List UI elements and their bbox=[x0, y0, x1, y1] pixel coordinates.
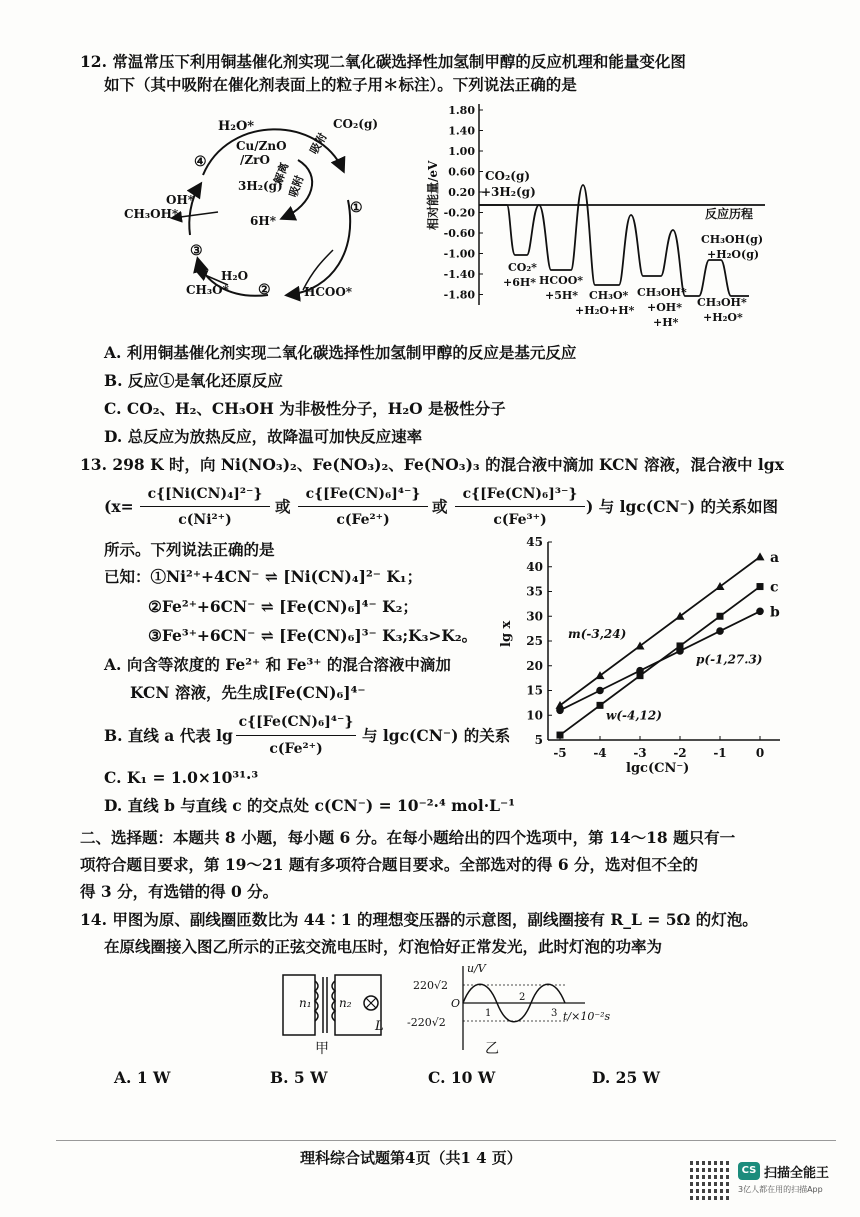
series-point-c bbox=[757, 583, 764, 590]
q12-option-d: D. 总反应为放热反应，故降温可加快反应速率 bbox=[104, 427, 423, 446]
chart-ylabel: lg x bbox=[499, 620, 514, 647]
page-footer: 理科综合试题第4页（共1 4 页） bbox=[300, 1149, 522, 1167]
cycle-catalyst1: Cu/ZnO bbox=[236, 139, 287, 153]
time-tick-2: 2 bbox=[519, 992, 526, 1003]
q13-option-a-line1: A. 向含等浓度的 Fe²⁺ 和 Fe³⁺ 的混合溶液中滴加 bbox=[104, 655, 451, 674]
chart-ytick-label: 30 bbox=[526, 609, 543, 624]
series-point-c bbox=[717, 613, 724, 620]
transformer-n1: n₁ bbox=[299, 996, 312, 1010]
q14-stem-line2: 在原线圈接入图乙所示的正弦交流电压时，灯泡恰好正常发光，此时灯泡的功率为 bbox=[104, 937, 663, 956]
voltage-min: -220√2 bbox=[407, 1016, 446, 1029]
energy-ytick: -1.00 bbox=[443, 247, 475, 261]
chart-xtick-label: -5 bbox=[553, 746, 567, 760]
chart-xtick-label: 0 bbox=[755, 746, 765, 760]
q14-option-a: A. 1 W bbox=[114, 1068, 171, 1087]
energy-s5a: CH₃OH(g) bbox=[701, 233, 764, 246]
cycle-co2: CO₂(g) bbox=[333, 117, 379, 131]
voltage-axis: u/V bbox=[467, 962, 486, 975]
reaction-cycle-diagram bbox=[118, 100, 418, 310]
cycle-step-3: ③ bbox=[190, 243, 203, 259]
series-point-b bbox=[756, 608, 764, 616]
q13-f3-num: c{[Fe(CN)₆]³⁻} bbox=[462, 486, 578, 502]
energy-s1a: CO₂* bbox=[508, 261, 537, 274]
cycle-adsorb2: 吸附 bbox=[286, 173, 307, 200]
energy-ytick: -1.40 bbox=[443, 268, 475, 281]
energy-ytick: 0.20 bbox=[448, 186, 475, 199]
q13-option-b-post: 与 lgc(CN⁻) 的关系 bbox=[362, 726, 511, 745]
q13-f1-num: c{[Ni(CN)₄]²⁻} bbox=[147, 486, 263, 502]
energy-ytick: 1.00 bbox=[448, 145, 475, 158]
chart-ytick-label: 20 bbox=[526, 658, 543, 673]
cycle-step-4: ④ bbox=[194, 154, 207, 170]
q13-f1-bar bbox=[140, 506, 270, 507]
cycle-dissoc: 解离 bbox=[271, 160, 292, 187]
cycle-oh: OH* bbox=[166, 193, 195, 207]
voltage-graph bbox=[405, 958, 625, 1063]
q13-f3-den: c(Fe³⁺) bbox=[493, 512, 547, 528]
q12-option-b: B. 反应①是氧化还原反应 bbox=[104, 371, 283, 390]
chart-xtick-label: -2 bbox=[673, 746, 687, 760]
energy-s6a: CH₃OH* bbox=[697, 296, 747, 309]
chart-annotation: m(-3,24) bbox=[568, 626, 627, 641]
energy-ylabel: 相对能量/eV bbox=[426, 160, 440, 230]
series-name-a: a bbox=[770, 549, 780, 566]
cycle-step-1: ① bbox=[350, 200, 363, 216]
q13-stem-line2: 所示。下列说法正确的是 bbox=[104, 540, 275, 559]
chart-ytick-label: 25 bbox=[526, 634, 543, 648]
lamp-label: L bbox=[375, 1019, 384, 1034]
q13-stem-line1: 13. 298 K 时，向 Ni(NO₃)₂、Fe(NO₃)₂、Fe(NO₃)₃ 的混合液中滴加 KCN 溶液，混合液中 lgx bbox=[80, 455, 784, 474]
time-tick-1: 1 bbox=[485, 1008, 492, 1019]
energy-ytick: 0.60 bbox=[448, 165, 475, 179]
chart-annotation: w(-4,12) bbox=[606, 708, 662, 723]
q14-option-c: C. 10 W bbox=[428, 1068, 496, 1087]
cycle-catalyst2: /ZrO bbox=[240, 153, 270, 167]
q13-option-b-pre: B. 直线 a 代表 lg bbox=[104, 726, 233, 745]
q13-f2-num: c{[Fe(CN)₆]⁴⁻} bbox=[305, 486, 421, 502]
energy-s6b: +H₂O* bbox=[703, 311, 743, 324]
q13-xdef-open: (x= bbox=[104, 497, 134, 516]
energy-s2a: HCOO* bbox=[539, 274, 584, 287]
q13-or1: 或 bbox=[275, 497, 291, 516]
q13-or2: 或 bbox=[432, 497, 448, 516]
q13-known-1: 已知：①Ni²⁺+4CN⁻ ⇌ [Ni(CN)₄]²⁻ K₁； bbox=[104, 567, 423, 586]
time-tick-3: 3 bbox=[551, 1008, 558, 1019]
q13-f2-den: c(Fe²⁺) bbox=[336, 512, 390, 528]
chart-annotation: p(-1,27.3) bbox=[696, 652, 763, 667]
series-point-c bbox=[637, 672, 644, 679]
energy-ytick: -0.20 bbox=[443, 206, 475, 220]
energy-s4b: +OH* bbox=[647, 301, 682, 314]
chart-ytick-label: 45 bbox=[526, 535, 543, 549]
energy-ytick: 1.40 bbox=[448, 124, 475, 138]
scanner-brand: 扫描全能王 bbox=[764, 1166, 830, 1181]
energy-s4c: +H* bbox=[653, 316, 679, 329]
series-point-b bbox=[556, 707, 564, 715]
chart-xtick-label: -3 bbox=[633, 746, 647, 760]
cycle-adsorb1: 吸附 bbox=[307, 130, 330, 157]
camscanner-logo: CS bbox=[738, 1162, 760, 1180]
energy-ytick: 1.80 bbox=[448, 104, 475, 117]
q14-option-b: B. 5 W bbox=[270, 1068, 328, 1087]
chart-ytick-label: 5 bbox=[534, 733, 543, 747]
chart-xtick-label: -1 bbox=[713, 746, 727, 760]
scanner-tagline: 3亿人都在用的扫描App bbox=[738, 1185, 823, 1194]
energy-s1b: +6H* bbox=[503, 276, 537, 289]
energy-ytick: -1.80 bbox=[443, 288, 475, 302]
q13-option-b-den: c(Fe²⁺) bbox=[269, 741, 323, 757]
q13-f2-bar bbox=[298, 506, 428, 507]
q13-option-b-num: c{[Fe(CN)₆]⁴⁻} bbox=[238, 714, 354, 730]
energy-s3a: CH₃O* bbox=[589, 289, 629, 302]
q14-stem-line1: 14. 甲图为原、副线圈匝数比为 44∶1 的理想变压器的示意图，副线圈接有 R_L = 5Ω 的灯泡。 bbox=[80, 910, 758, 929]
series-point-c bbox=[677, 642, 684, 649]
cycle-step-2: ② bbox=[258, 282, 271, 298]
series-point-b bbox=[596, 687, 604, 695]
chart-xlabel: lgc(CN⁻) bbox=[626, 761, 690, 776]
q13-f3-bar bbox=[455, 506, 585, 507]
q12-stem-line2: 如下（其中吸附在催化剂表面上的粒子用＊标注）。下列说法正确的是 bbox=[104, 75, 577, 94]
chart-ytick-label: 35 bbox=[526, 584, 543, 599]
q13-option-b-bar bbox=[236, 735, 356, 736]
transformer-diagram bbox=[275, 965, 390, 1060]
energy-s3b: +H₂O+H* bbox=[575, 304, 635, 317]
voltage-max: 220√2 bbox=[413, 979, 449, 992]
section2-line3: 得 3 分，有选错的得 0 分。 bbox=[80, 882, 279, 901]
q12-option-c: C. CO₂、H₂、CH₃OH 为非极性分子，H₂O 是极性分子 bbox=[104, 399, 506, 418]
q12-stem-line1: 12. 常温常压下利用铜基催化剂实现二氧化碳选择性加氢制甲醇的反应机理和能量变化图 bbox=[80, 52, 686, 71]
cycle-ch3oh: CH₃OH* bbox=[124, 207, 179, 221]
q13-xdef-close: ) 与 lgc(CN⁻) 的关系如图 bbox=[586, 497, 779, 516]
cycle-h2o: H₂O* bbox=[218, 119, 255, 134]
series-name-b: b bbox=[770, 604, 780, 621]
chart-ytick-label: 15 bbox=[526, 683, 543, 698]
time-axis: t/×10⁻²s bbox=[563, 1010, 611, 1023]
cycle-h2o-2: H₂O bbox=[221, 269, 249, 283]
series-point-b bbox=[716, 627, 724, 635]
energy-ytick: -0.60 bbox=[443, 227, 475, 240]
q13-option-a-line2: KCN 溶液，先生成[Fe(CN)₆]⁴⁻ bbox=[130, 683, 366, 702]
voltage-origin: O bbox=[451, 997, 461, 1010]
chart-xtick-label: -4 bbox=[593, 746, 607, 760]
chart-ytick-label: 10 bbox=[526, 708, 543, 723]
energy-diagram bbox=[415, 100, 795, 330]
energy-start2: +3H₂(g) bbox=[481, 185, 536, 199]
energy-start1: CO₂(g) bbox=[485, 169, 531, 183]
cycle-h2: 3H₂(g) bbox=[238, 179, 283, 193]
cycle-hcoo: HCOO* bbox=[304, 285, 353, 299]
scanner-watermark bbox=[690, 1160, 830, 1204]
q13-known-3: ③Fe³⁺+6CN⁻ ⇌ [Fe(CN)₆]³⁻ K₃;K₃>K₂。 bbox=[148, 626, 478, 645]
series-name-c: c bbox=[770, 579, 779, 596]
caption-yi: 乙 bbox=[485, 1041, 499, 1057]
transformer-n2: n₂ bbox=[339, 996, 352, 1010]
q13-known-2: ②Fe²⁺+6CN⁻ ⇌ [Fe(CN)₆]⁴⁻ K₂； bbox=[148, 597, 418, 616]
footer-rule bbox=[56, 1140, 836, 1141]
section2-line2: 项符合题目要求，第 19～21 题有多项符合题目要求。全部选对的得 6 分，选对但不全的 bbox=[80, 855, 699, 874]
energy-s5b: +H₂O(g) bbox=[707, 248, 760, 261]
q13-option-d: D. 直线 b 与直线 c 的交点处 c(CN⁻) = 10⁻²·⁴ mol·L⁻¹ bbox=[104, 796, 516, 815]
energy-s4a: CH₃OH* bbox=[637, 286, 687, 299]
series-point-c bbox=[597, 702, 604, 709]
q13-option-c: C. K₁ = 1.0×10³¹·³ bbox=[104, 768, 259, 787]
series-point-a bbox=[756, 552, 765, 560]
caption-jia: 甲 bbox=[315, 1041, 329, 1057]
q13-f1-den: c(Ni²⁺) bbox=[178, 512, 232, 528]
energy-xlabel: 反应历程 bbox=[705, 207, 754, 221]
q14-option-d: D. 25 W bbox=[592, 1068, 661, 1087]
energy-s2b: +5H* bbox=[545, 289, 579, 302]
cycle-6h: 6H* bbox=[250, 214, 276, 228]
section2-line1: 二、选择题：本题共 8 小题，每小题 6 分。在每小题给出的四个选项中，第 14～18 题只有一 bbox=[80, 828, 736, 847]
q12-option-a: A. 利用铜基催化剂实现二氧化碳选择性加氢制甲醇的反应是基元反应 bbox=[104, 343, 577, 362]
cycle-ch3o: CH₃O* bbox=[186, 283, 229, 297]
chart-ytick-label: 40 bbox=[526, 559, 543, 574]
series-point-c bbox=[557, 732, 564, 739]
lgx-chart bbox=[498, 532, 798, 782]
